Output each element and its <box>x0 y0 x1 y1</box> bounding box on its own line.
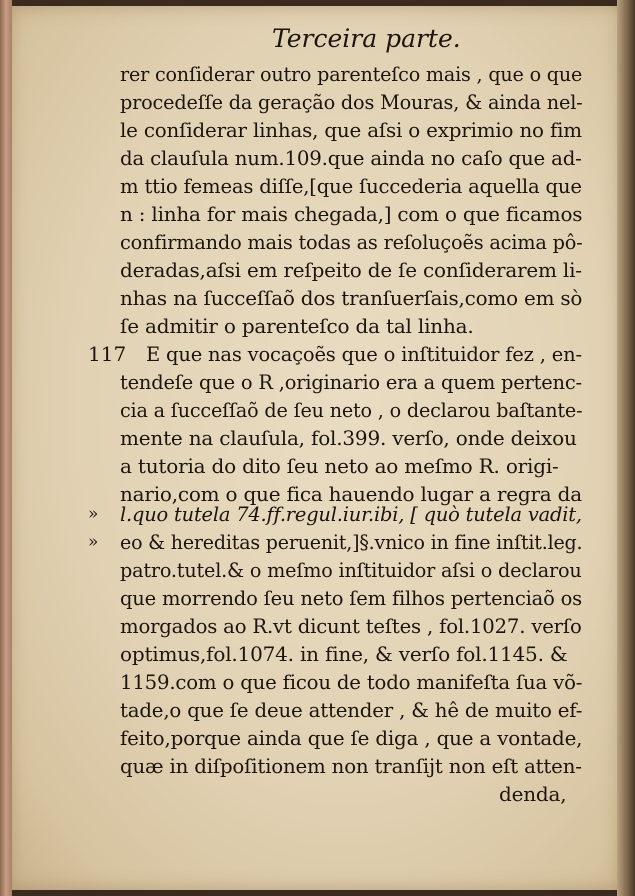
margin-paragraph-number: 117 <box>88 342 127 366</box>
text-line: quæ in diſpoſitionem non tranſijt non eſt atten- <box>120 754 582 778</box>
text-line: l.quo tutela 74.ff.regul.iur.ibi, [ quò tutela vadit, <box>120 502 582 526</box>
margin-quote-mark: » <box>88 532 99 552</box>
margin-quote-mark: » <box>88 504 99 524</box>
text-line: patro.tutel.& o meſmo inſtituidor aſsi o declarou <box>120 558 582 582</box>
text-line: n : linha for mais chegada,] com o que ficamos <box>120 202 583 226</box>
text-line: mente na clauſula, fol.399. verſo, onde deixou <box>120 426 577 450</box>
text-line: a tutoria do dito ſeu neto ao meſmo R. origi- <box>120 454 559 478</box>
text-line: confirmando mais todas as reſoluçoẽs acima pô- <box>120 230 583 254</box>
text-line: procedeſſe da geração dos Mouras, & ainda nel- <box>120 90 583 114</box>
text-line: que morrendo ſeu neto ſem filhos pertenciaõ os <box>120 586 582 610</box>
text-line: tendeſe que o R ,originario era a quem pertenc- <box>120 370 582 394</box>
text-line: eo & hereditas peruenit,]§.vnico in fine inſtit.leg. <box>120 530 583 554</box>
text-line: nhas na ſucceſſaõ dos tranſuerſais,como em sò <box>120 286 583 310</box>
text-line: 1159.com o que ficou de todo manifeſta ſua võ- <box>120 670 583 694</box>
text-line: tade,o que ſe deue attender , & hê de muito ef- <box>120 698 583 722</box>
page-edge-right <box>617 0 635 896</box>
running-header: Terceira parte. <box>272 24 461 53</box>
text-line: rer conſiderar outro parenteſco mais , que o que <box>120 62 583 86</box>
page-edge-left <box>0 0 12 896</box>
text-line: nario,com o que fica hauendo lugar a regra da <box>120 482 582 506</box>
text-line: optimus,fol.1074. in fine, & verſo fol.1145. & <box>120 642 568 666</box>
text-line: da clauſula num.109.que ainda no caſo que ad- <box>120 146 582 170</box>
text-line: feito,porque ainda que ſe diga , que a vontade, <box>120 726 583 750</box>
text-line: deradas,aſsi em reſpeito de ſe conſiderarem li- <box>120 258 582 282</box>
text-line: le conſiderar linhas, que aſsi o exprimio no fim <box>120 118 582 142</box>
text-line: m ttio femeas diſſe,[que ſuccederia aquella que <box>120 174 582 198</box>
catchword: denda, <box>499 782 567 806</box>
text-line: E que nas vocaçoẽs que o inſtituidor fez , en- <box>146 342 582 366</box>
text-line: morgados ao R.vt dicunt teſtes , fol.1027. verſo <box>120 614 582 638</box>
text-line: ſe admitir o parenteſco da tal linha. <box>120 314 474 338</box>
text-line: cia a ſucceſſaõ de ſeu neto , o declarou baſtante- <box>120 398 583 422</box>
